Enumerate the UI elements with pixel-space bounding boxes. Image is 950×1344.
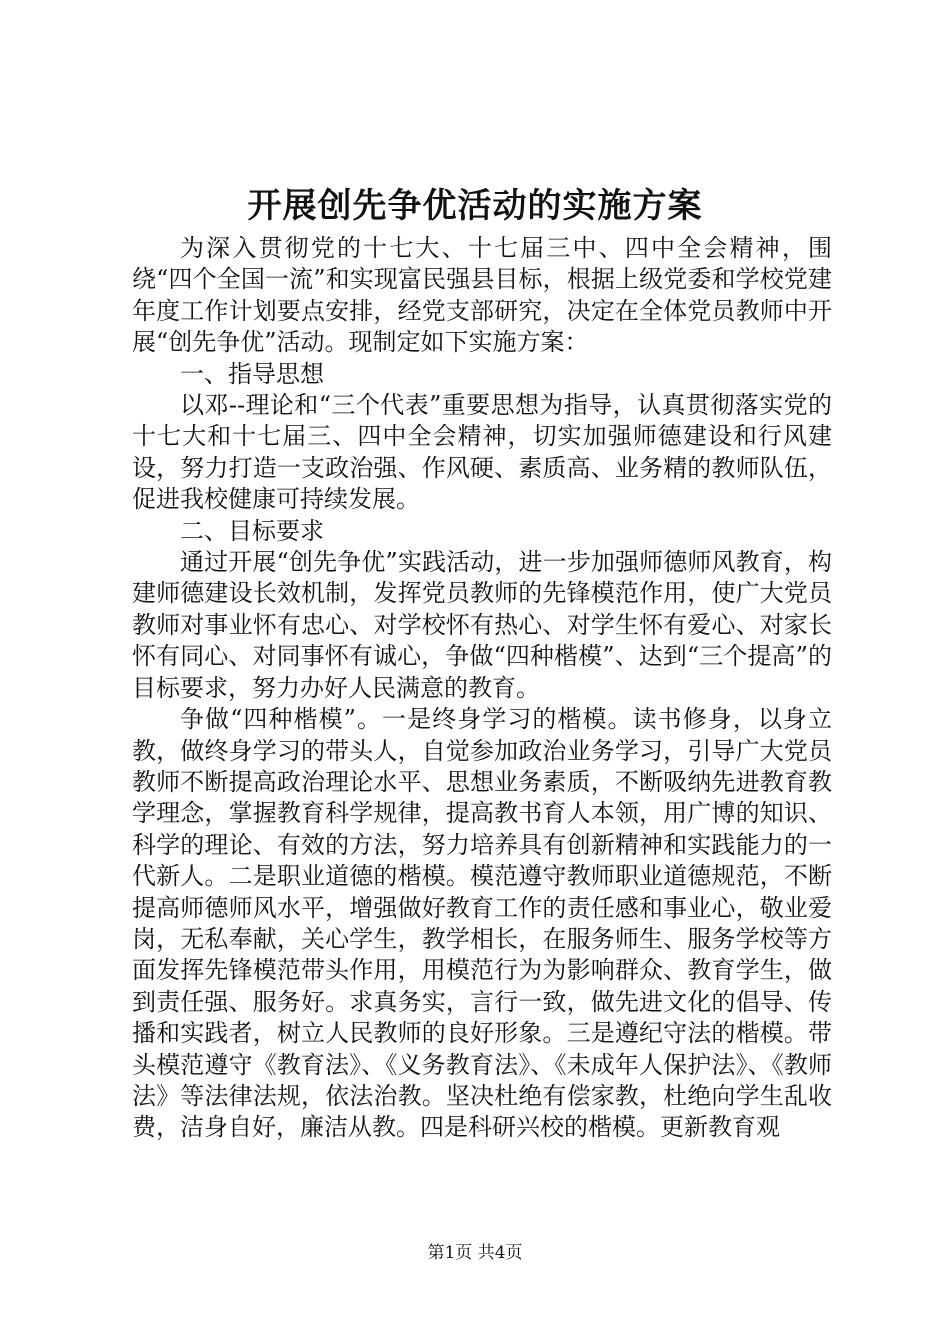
guiding-thought-paragraph: 以邓--理论和“三个代表”重要思想为指导，认真贯彻落实党的十七大和十七届三、四中全会精神，切实加强师德建设和行风建设，努力打造一支政治强、作风硬、素质高、业务精的教师队伍，促进我校健康可持续发展。 [132, 391, 832, 514]
section-heading-guiding-thought: 一、指导思想 [180, 359, 324, 388]
four-models-paragraph: 争做“四种楷模”。一是终身学习的楷模。读书修身，以身立教，做终身学习的带头人，自觉参加政治业务学习，引导广大党员教师不断提高政治理论水平、思想业务素质，不断吸纳先进教育教学理念，掌握教育科学规律，提高教书育人本领，用广博的知识、科学的理论、有效的方法，努力培养具有创新精神和实践能力的一代新人。二是职业道德的楷模。模范遵守教师职业道德规范，不断提高师德师风水平，增强做好教育工作的责任感和事业心，敬业爱岗，无私奉献，关心学生，教学相长，在服务师生、服务学校等方面发挥先锋模范带头作用，用模范行为为影响群众、教育学生，做到责任强、服务好。求真务实，言行一致，做先进文化的倡导、传播和实践者，树立人民教师的良好形象。三是遵纪守法的楷模。带头模范遵守《教育法》、《义务教育法》、《未成年人保护法》、《教师法》等法律法规，依法治教。坚决杜绝有偿家教，杜绝向学生乱收费，洁身自好，廉洁从教。四是科研兴校的楷模。更新教育观 [132, 705, 832, 1142]
document-title: 开展创先争优活动的实施方案 [247, 186, 703, 226]
document-body [132, 233, 832, 1144]
section-heading-goals: 二、目标要求 [180, 516, 324, 545]
page-footer: 第1页 共4页 [427, 1243, 523, 1263]
goals-paragraph: 通过开展“创先争优”实践活动，进一步加强师德师风教育，构建师德建设长效机制，发挥党员教师的先锋模范作用，使广大党员教师对事业怀有忠心、对学校怀有热心、对学生怀有爱心、对家长怀有同心、对同事怀有诚心，争做“四种楷模”、达到“三个提高”的目标要求，努力办好人民满意的教育。 [132, 548, 832, 702]
intro-paragraph: 为深入贯彻党的十七大、十七届三中、四中全会精神，围绕“四个全国一流”和实现富民强县目标，根据上级党委和学校党建年度工作计划要点安排，经党支部研究，决定在全体党员教师中开展“创先争优”活动。现制定如下实施方案： [132, 234, 832, 357]
